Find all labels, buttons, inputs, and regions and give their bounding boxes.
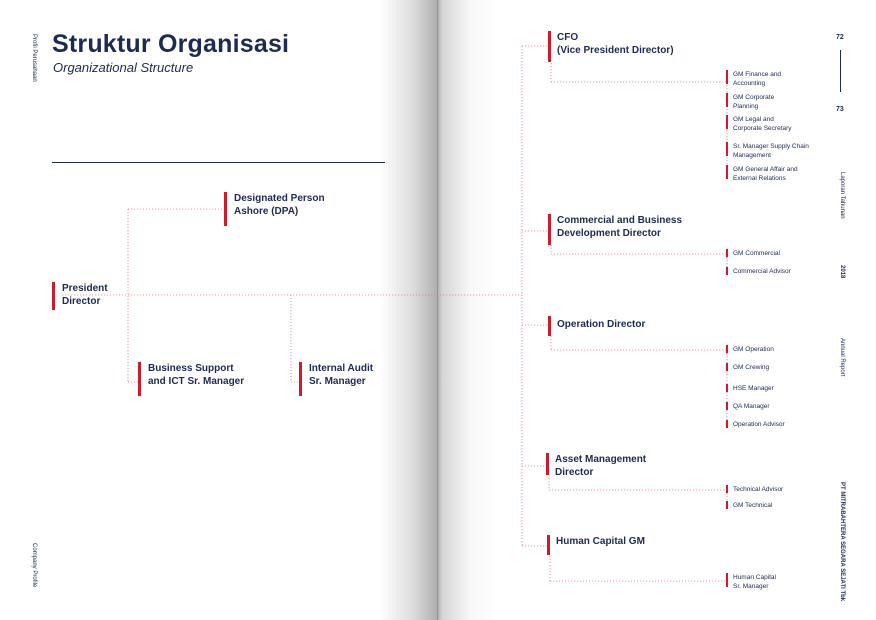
unit-label: Technical Advisor [733, 486, 784, 493]
unit-gm-finance [726, 70, 781, 88]
node-accent-bar [548, 31, 551, 62]
unit-accent-bar [726, 384, 728, 392]
unit-operation-advisor [726, 420, 785, 429]
unit-commercial-advisor [726, 267, 791, 276]
side-label-profil: Profil Perusahaan [31, 34, 37, 82]
unit-label: Sr. Manager Supply Chain Management [733, 143, 809, 159]
page-subtitle: Organizational Structure [53, 60, 194, 75]
unit-label: QA Manager [733, 403, 770, 410]
unit-label: GM Crewing [733, 364, 770, 371]
side-label-company-name: PT MITRABAHTERA SEGARA SEJATI Tbk [839, 482, 845, 602]
node-accent-bar [52, 282, 55, 310]
node-asset-management-director [546, 453, 646, 479]
unit-label: GM Legal and Corporate Secretary [733, 116, 792, 132]
node-president-director [52, 282, 108, 310]
unit-gm-crewing [726, 363, 769, 372]
unit-label: GM Corporate Planning [733, 94, 775, 110]
node-commercial-director [548, 214, 682, 245]
page-number-left: 72 [836, 34, 844, 41]
unit-accent-bar [726, 485, 728, 493]
node-label: Designated Person Ashore (DPA) [234, 193, 325, 217]
side-label-company-profile: Company Profile [31, 543, 37, 588]
node-accent-bar [138, 362, 141, 396]
unit-accent-bar [726, 402, 728, 410]
side-label-annual-report: Annual Report [839, 338, 845, 377]
unit-accent-bar [726, 573, 728, 587]
node-accent-bar [224, 192, 227, 226]
unit-qa-manager [726, 402, 770, 411]
unit-technical-advisor [726, 485, 783, 494]
unit-gm-general-affair [726, 165, 798, 183]
unit-label: GM General Affair and External Relations [733, 166, 798, 182]
unit-accent-bar [726, 165, 728, 179]
node-operation-director [548, 316, 645, 336]
unit-accent-bar [726, 115, 728, 129]
unit-label: GM Technical [733, 502, 773, 509]
unit-gm-technical [726, 501, 772, 510]
unit-label: GM Commercial [733, 250, 780, 257]
node-business-support-ict [138, 362, 244, 396]
node-human-capital-gm [547, 535, 645, 555]
node-label: President Director [62, 283, 108, 307]
page-number-right: 73 [836, 106, 844, 113]
unit-accent-bar [726, 267, 728, 275]
node-designated-person-ashore [224, 192, 325, 226]
unit-human-capital-manager [726, 573, 776, 591]
node-label: Operation Director [557, 319, 646, 330]
unit-accent-bar [726, 93, 728, 107]
node-label: Human Capital GM [556, 536, 645, 547]
node-accent-bar [548, 316, 551, 336]
node-cfo [548, 31, 674, 62]
node-label: Commercial and Business Development Director [557, 215, 683, 239]
node-accent-bar [299, 362, 302, 396]
unit-label: Commercial Advisor [733, 268, 791, 275]
unit-accent-bar [726, 70, 728, 84]
page-number-divider [840, 50, 841, 92]
unit-accent-bar [726, 142, 728, 156]
node-accent-bar [546, 453, 549, 475]
unit-accent-bar [726, 420, 728, 428]
node-accent-bar [548, 214, 551, 245]
side-label-laporan-tahunan: Laporan Tahunan [839, 172, 845, 219]
side-label-year: 2018 [839, 265, 845, 279]
title-underline [52, 162, 385, 163]
unit-supply-chain [726, 142, 809, 160]
unit-accent-bar [726, 501, 728, 509]
node-label: CFO (Vice President Director) [557, 32, 674, 56]
unit-gm-corporate-planning [726, 93, 774, 111]
unit-gm-commercial [726, 249, 780, 258]
node-label: Internal Audit Sr. Manager [309, 363, 374, 387]
node-label: Asset Management Director [555, 454, 647, 478]
node-accent-bar [547, 535, 550, 555]
unit-label: HSE Manager [733, 385, 774, 392]
page-title: Struktur Organisasi [52, 30, 290, 58]
node-internal-audit [299, 362, 373, 396]
unit-gm-operation [726, 345, 774, 354]
unit-accent-bar [726, 345, 728, 353]
unit-label: GM Finance and Accounting [733, 71, 782, 87]
unit-hse-manager [726, 384, 774, 393]
unit-label: Human Capital Sr. Manager [733, 574, 776, 590]
unit-gm-legal [726, 115, 792, 133]
node-label: Business Support and ICT Sr. Manager [148, 363, 245, 387]
unit-label: GM Operation [733, 346, 774, 353]
unit-accent-bar [726, 363, 728, 371]
unit-label: Operation Advisor [733, 421, 785, 428]
unit-accent-bar [726, 249, 728, 257]
